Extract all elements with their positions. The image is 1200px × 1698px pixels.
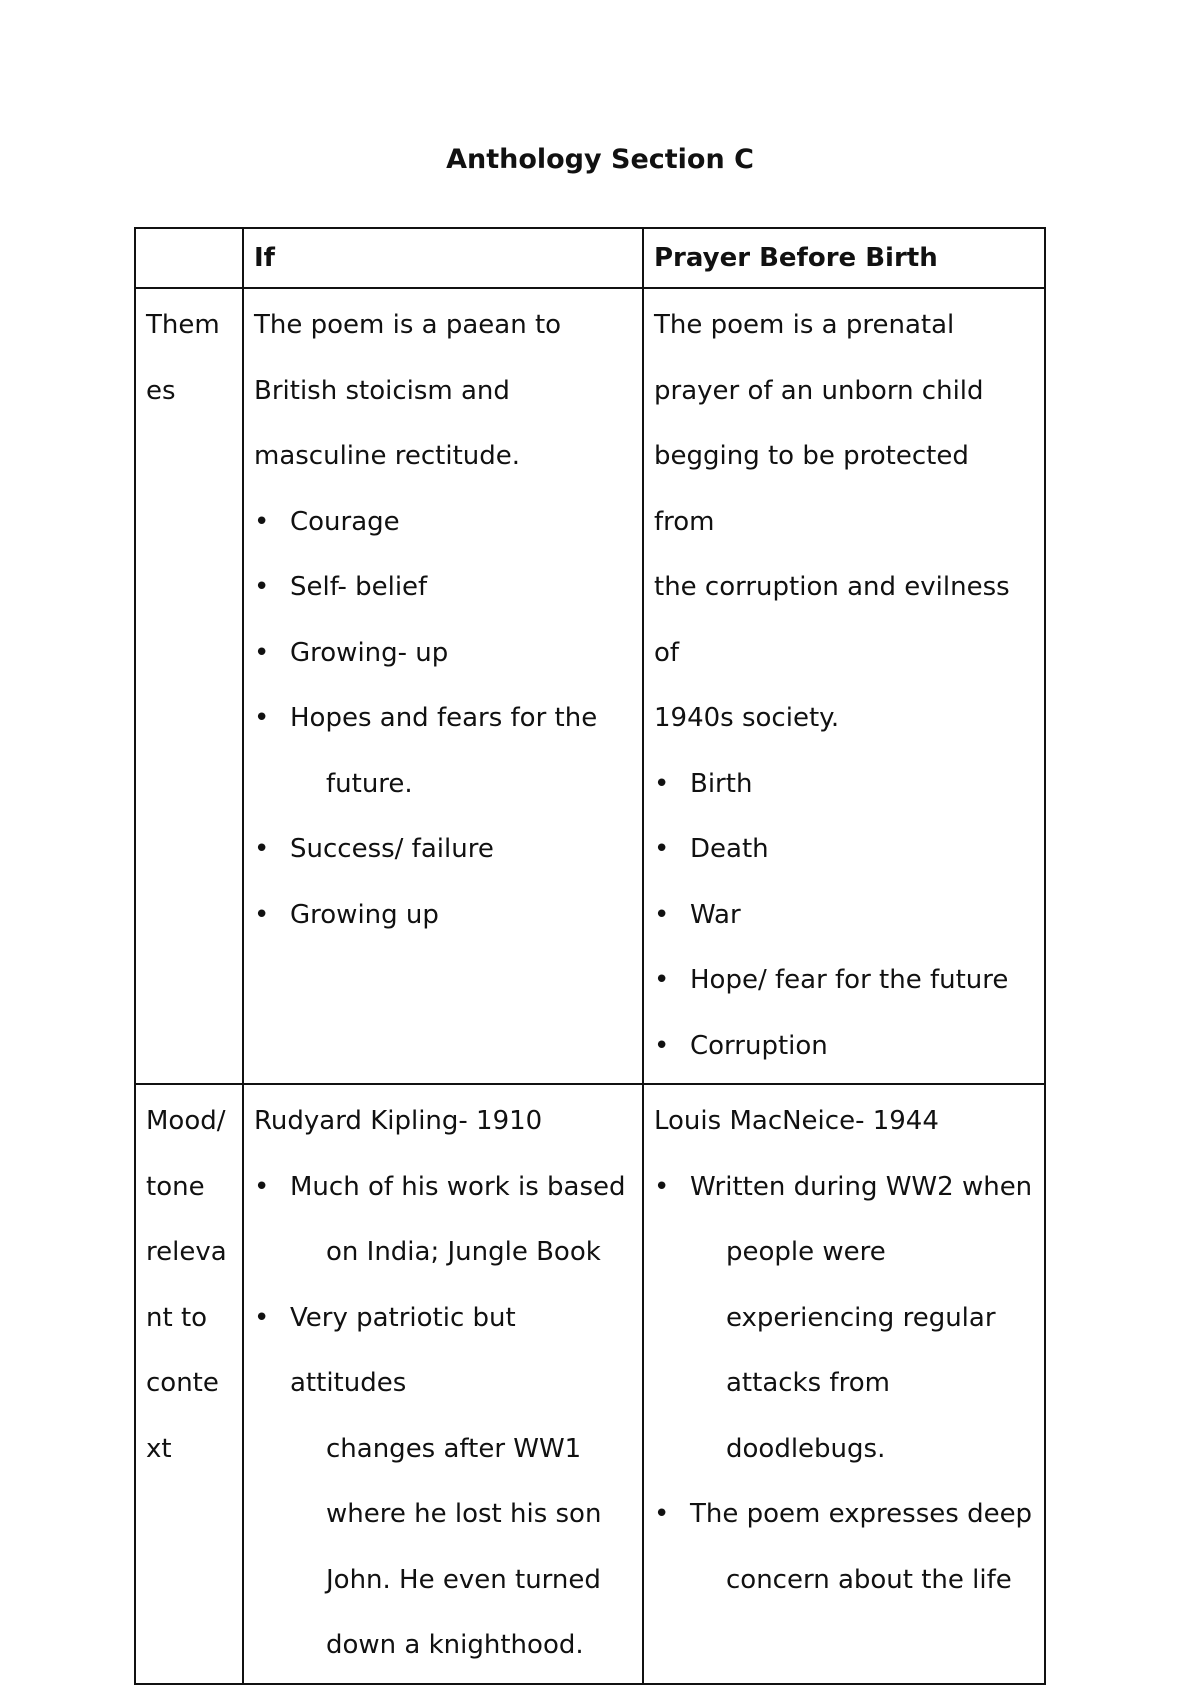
list-item: [254, 1286, 632, 1679]
cell-text-line: Louis MacNeice- 1944: [654, 1106, 939, 1136]
row-label-line: es: [146, 375, 176, 406]
list-item-text: Hope/ fear for the future: [690, 965, 1009, 995]
cell-text-line: The poem is a paean to: [254, 310, 562, 340]
list-item-text: War: [690, 899, 741, 930]
list-item-text: Hopes and fears for the: [290, 703, 598, 733]
bullet-icon: •: [254, 506, 270, 537]
header-cell-prayer-before-birth: Prayer Before Birth: [643, 228, 1045, 288]
page-title: Anthology Section C: [446, 144, 754, 175]
cell-text-line: British stoicism and: [254, 375, 510, 406]
row-label-line: Mood/: [146, 1106, 226, 1136]
cell-text-line: begging to be protected from: [654, 441, 969, 537]
list-item: [254, 621, 632, 687]
cell-text-line: masculine rectitude.: [254, 441, 521, 471]
cell-text-line: the corruption and evilness of: [654, 572, 1010, 668]
row-label-line: nt to: [146, 1302, 208, 1333]
list-item-text: The poem expresses deep: [690, 1499, 1033, 1529]
list-item: [254, 1155, 632, 1286]
list-item-text-wrap: attacks from: [726, 1368, 890, 1398]
list-item: [254, 883, 632, 949]
cell-prayer-themes: [643, 288, 1045, 1084]
list-item-text: Growing up: [290, 899, 439, 930]
list-item-text-wrap: down a knighthood.: [326, 1630, 584, 1660]
list-item-text-wrap: concern about the life: [726, 1564, 1012, 1595]
list-item-text: Growing- up: [290, 637, 449, 668]
row-label-themes: [135, 288, 243, 1084]
list-item: [654, 883, 1034, 949]
list-item: [654, 948, 1034, 1014]
bullet-list: [254, 1155, 632, 1679]
list-item-text: Self- belief: [290, 572, 428, 602]
list-item: [254, 555, 632, 621]
bullet-icon: •: [654, 834, 670, 864]
list-item-text: Written during WW2 when: [690, 1171, 1033, 1202]
bullet-icon: •: [654, 1030, 670, 1061]
row-label-line: tone: [146, 1171, 205, 1202]
bullet-icon: •: [254, 899, 270, 930]
cell-text-line: The poem is a prenatal: [654, 310, 955, 340]
table-row-mood-tone-context: [135, 1084, 1045, 1684]
list-item-text-wrap: changes after WW1: [326, 1433, 582, 1464]
bullet-list: [654, 752, 1034, 1080]
list-item-text: Corruption: [690, 1030, 828, 1061]
bullet-icon: •: [254, 703, 270, 733]
bullet-icon: •: [254, 1302, 270, 1333]
list-item-text-wrap: future.: [326, 768, 413, 799]
bullet-icon: •: [654, 965, 670, 995]
list-item: [654, 1482, 1034, 1613]
list-item-text: Courage: [290, 506, 400, 537]
cell-text-line: 1940s society.: [654, 703, 840, 733]
bullet-icon: •: [654, 768, 670, 799]
cell-text-line: prayer of an unborn child: [654, 375, 984, 406]
list-item: [254, 817, 632, 883]
list-item: [654, 817, 1034, 883]
list-item-text-wrap: on India; Jungle Book: [326, 1237, 601, 1267]
table-row-themes: [135, 288, 1045, 1084]
bullet-icon: •: [654, 1499, 670, 1529]
bullet-icon: •: [254, 1171, 270, 1202]
cell-if-themes: [243, 288, 643, 1084]
row-label-mood-tone-context: [135, 1084, 243, 1684]
header-cell-if: If: [243, 228, 643, 288]
list-item-text: Death: [690, 834, 769, 864]
table-header-row: [135, 228, 1045, 288]
list-item-text-wrap: John. He even turned: [326, 1564, 601, 1595]
row-label-line: releva: [146, 1237, 227, 1267]
bullet-icon: •: [254, 834, 270, 864]
list-item: [654, 1155, 1034, 1483]
bullet-list: [254, 490, 632, 949]
comparison-table: [134, 227, 1046, 1685]
table-body: [135, 288, 1045, 1684]
bullet-icon: •: [254, 637, 270, 668]
list-item-text: Birth: [690, 768, 753, 799]
list-item: [654, 752, 1034, 818]
list-item-text: Much of his work is based: [290, 1171, 626, 1202]
bullet-list: [654, 1155, 1034, 1614]
list-item-text-wrap: people were: [726, 1237, 886, 1267]
list-item-text-wrap: experiencing regular: [726, 1302, 996, 1333]
cell-if-context: [243, 1084, 643, 1684]
row-label-line: xt: [146, 1433, 172, 1464]
list-item-text-wrap: doodlebugs.: [726, 1433, 886, 1464]
list-item-text-wrap: where he lost his son: [326, 1499, 602, 1529]
cell-prayer-context: [643, 1084, 1045, 1684]
bullet-icon: •: [654, 1171, 670, 1202]
list-item-text: Success/ failure: [290, 834, 494, 864]
row-label-line: conte: [146, 1368, 219, 1398]
list-item: [654, 1014, 1034, 1080]
header-cell-empty: [135, 228, 243, 288]
list-item: [254, 686, 632, 817]
row-label-line: Them: [146, 310, 220, 340]
cell-text-line: Rudyard Kipling- 1910: [254, 1106, 543, 1136]
bullet-icon: •: [654, 899, 670, 930]
list-item-text: Very patriotic but attitudes: [290, 1302, 516, 1398]
bullet-icon: •: [254, 572, 270, 602]
list-item: [254, 490, 632, 556]
